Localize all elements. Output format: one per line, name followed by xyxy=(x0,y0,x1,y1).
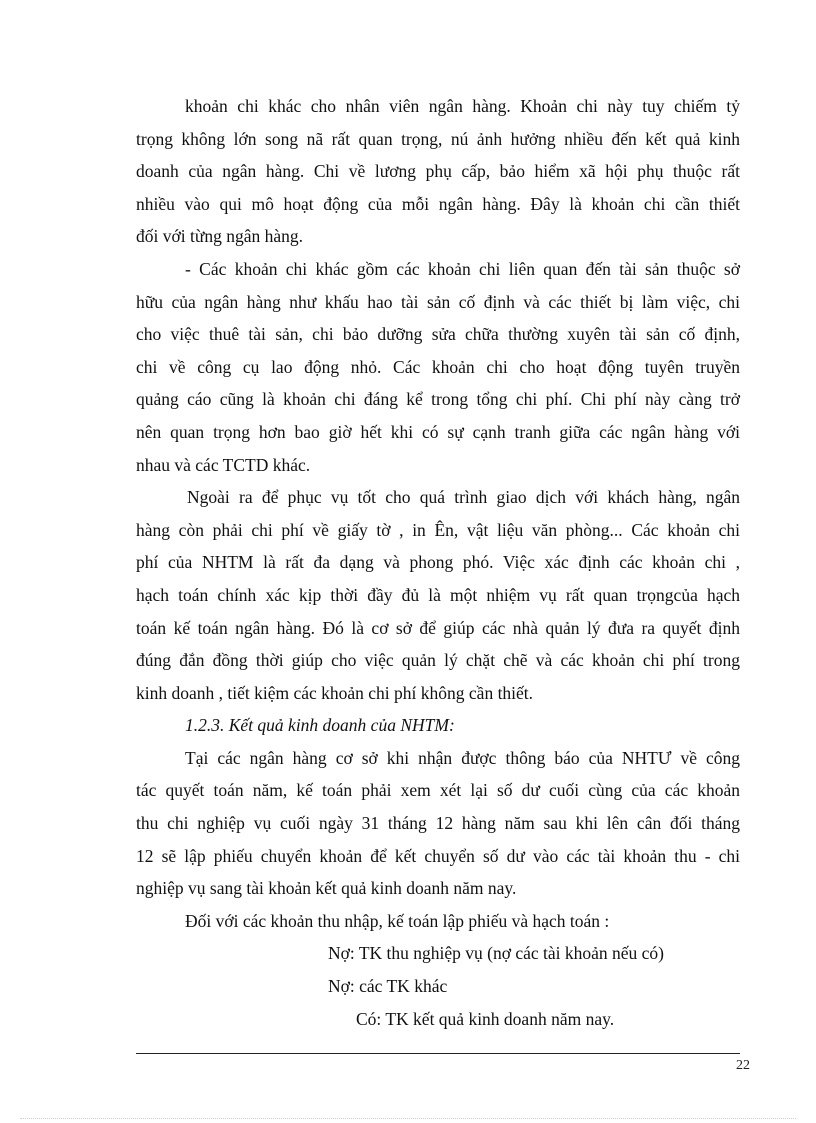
text-line: kinh doanh , tiết kiệm các khoản chi phí không cần thiết. xyxy=(136,682,534,703)
text-line: toán kế toán ngân hàng. Đó là cơ sở để giúp các nhà quản lý đưa ra quyết định xyxy=(136,617,740,638)
text-line: thu chi nghiệp vụ cuối ngày 31 tháng 12 hàng năm sau khi lên cân đối tháng xyxy=(136,813,740,834)
text-line: hàng còn phải chi phí về giấy tờ , in Ên, vật liệu văn phòng... Các khoản chi xyxy=(136,519,740,540)
section-heading: 1.2.3. Kết quả kinh doanh của NHTM: xyxy=(185,715,455,736)
text-line: nên quan trọng hơn bao giờ hết khi có sự cạnh tranh giữa các ngân hàng với xyxy=(136,421,740,442)
text-line: tác quyết toán năm, kế toán phải xem xét lại số dư cuối cùng của các khoản xyxy=(136,780,740,801)
accounting-entry-debit-2: Nợ: các TK khác xyxy=(328,976,448,997)
text-line: nhau và các TCTD khác. xyxy=(136,454,311,475)
text-line: trọng không lớn song nã rất quan trọng, nú ảnh hưởng nhiều đến kết quả kinh xyxy=(136,128,740,149)
text-line: quảng cáo cũng là khoản chi đáng kể trong tổng chi phí. Chi phí này càng trở xyxy=(136,389,740,410)
text-line: hữu của ngân hàng như khấu hao tài sản cố định và các thiết bị làm việc, chi xyxy=(136,291,740,312)
text-line: khoản chi khác cho nhân viên ngân hàng. Khoản chi này tuy chiếm tỷ xyxy=(185,96,740,116)
text-line: Ngoài ra để phục vụ tốt cho quá trình giao dịch với khách hàng, ngân xyxy=(187,487,740,508)
text-line: đối với từng ngân hàng. xyxy=(136,226,303,247)
accounting-entry-credit: Có: TK kết quả kinh doanh năm nay. xyxy=(356,1008,615,1029)
text-line: - Các khoản chi khác gồm các khoản chi liên quan đến tài sản thuộc sở xyxy=(185,258,740,279)
text-line: Tại các ngân hàng cơ sở khi nhận được thông báo của NHTƯ về công xyxy=(185,747,740,768)
text-line: doanh của ngân hàng. Chi về lương phụ cấp, bảo hiểm xã hội phụ thuộc rất xyxy=(136,161,740,182)
text-line: nghiệp vụ sang tài khoản kết quả kinh doanh năm nay. xyxy=(136,878,517,899)
body-text xyxy=(136,90,740,1035)
text-line: hạch toán chính xác kịp thời đầy đủ là một nhiệm vụ rất quan trọngcủa hạch xyxy=(136,584,740,605)
text-line: phí của NHTM là rất đa dạng và phong phó. Việc xác định các khoản chi , xyxy=(136,552,740,573)
text-line: cho việc thuê tài sản, chi bảo dưỡng sửa chữa thường xuyên tài sản cố định, xyxy=(136,324,740,345)
footer-divider xyxy=(136,1053,740,1054)
text-line: Đối với các khoản thu nhập, kế toán lập phiếu và hạch toán : xyxy=(185,910,610,931)
text-line: chi về công cụ lao động nhỏ. Các khoản chi cho hoạt động tuyên truyền xyxy=(136,356,740,377)
text-line: nhiều vào qui mô hoạt động của mỗi ngân hàng. Đây là khoản chi cần thiết xyxy=(136,193,740,214)
accounting-entry-debit-1: Nợ: TK thu nghiệp vụ (nợ các tài khoản nếu có) xyxy=(328,943,665,964)
text-line: đúng đắn đồng thời giúp cho việc quản lý chặt chẽ và các khoản chi phí trong xyxy=(136,650,740,671)
page-number: 22 xyxy=(736,1058,750,1073)
text-line: 12 sẽ lập phiếu chuyển khoản để kết chuyển số dư vào các tài khoản thu - chi xyxy=(136,845,740,866)
page-edge-divider xyxy=(20,1118,796,1119)
